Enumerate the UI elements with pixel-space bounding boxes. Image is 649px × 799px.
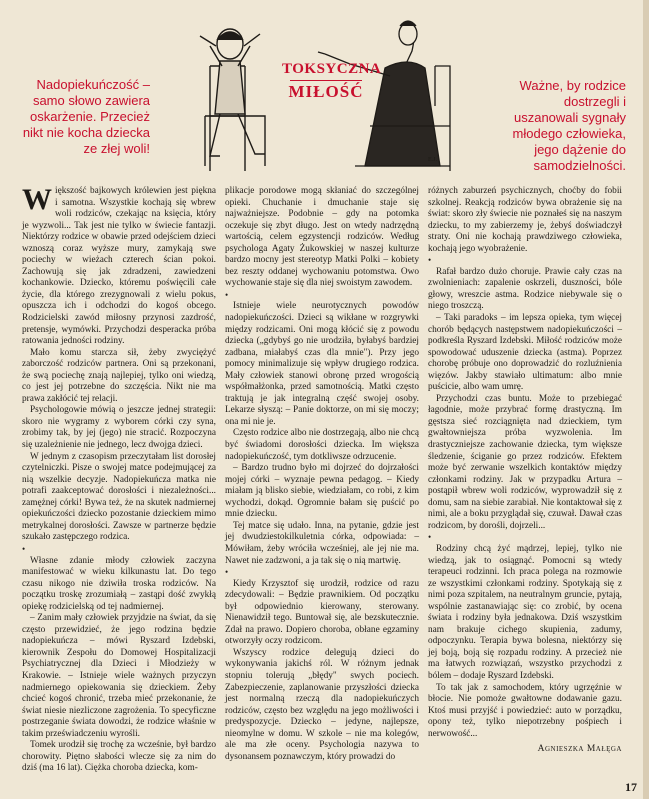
paragraph: – Zanim mały człowiek przyjdzie na świat, da się często przewidzieć, że jego rodzina będzie nadopiekuńcza – mówi Ryszard Izdebski, kierownik Zespołu do Domowej Hospitalizacji Psychiatrycznej dla Dzieci i Młodzieży w Krakowie. – Istnieje wiele ważnych przyczyn nadmiernego opiekowania się dzieckiem. Żeby chcieć kogoś chronić, trzeba mieć przekonanie, że świat niesie niezliczone zagrożenia. To specyficzne postrzeganie świata dowodzi, że rodzice właśnie w takim przeświadczeniu wyrośli.	[22, 613, 216, 739]
page-edge	[643, 0, 649, 799]
page-number: 17	[625, 780, 637, 794]
section-separator: •	[225, 289, 229, 300]
paragraph: Przychodzi czas buntu. Może to przebiegać łagodnie, może przybrać formę drastyczną. Im gęstsza sieć rozciągnięta nad dzieckiem, tym gwałtowniejsza próba wyzwolenia. Im drastyczniejsze zachowanie dziecka, tym większe śledzenie, ściganie go przez rodziców. Efektem może być zerwanie wszelkich kontaktów między członkami rodziny. Jak w przypadku Artura – postąpił wbrew woli rodziców, wyprowadził się z domu, sam na siebie zarabiał. Nie kontaktował się z nimi, ale a boku przyglądał się, czuwał. Dawał czas rodzicom, by dorośli, dojrzeli...	[428, 393, 622, 531]
drop-cap: W	[22, 183, 52, 216]
section-separator: •	[22, 543, 26, 554]
paragraph: Rafał bardzo dużo choruje. Prawie cały czas na zwolnieniach: zapalenie oskrzeli, duszności, bóle głowy, wreszcie astma. Rodzice niebywale się o niego troszczą.	[428, 266, 622, 312]
paragraph: Własne zdanie młody człowiek zaczyna manifestować w wieku kilkunastu lat. Do tego czasu nikogo nie dziwiła troska rodziców. Na początku troskę zrozumiałą – zastąpi dość zwykłą opiekę rodzicielską od tej nadmiernej.	[22, 555, 216, 612]
article-column-2	[225, 186, 419, 763]
paragraph: – Taki paradoks – im lepsza opieka, tym więcej chorób będących następstwem nadopiekuńczości – podkreśla Ryszard Izdebski. Miłość rodziców może spowodować uduszenie dziecka (astma). Poprzez chorobę próbuje ono doprowadzić do rozluźnienia więzów. Jakby stawiało ultimatum: albo mnie puścicie, albo wam umrę.	[428, 313, 622, 393]
paragraph: Często rodzice albo nie dostrzegają, albo nie chcą być świadomi dorosłości dziecka. Im większa nadopiekuńczość, tym dotkliwsze odrzucenie.	[225, 428, 419, 462]
paragraph: Rodziny chcą żyć mądrzej, lepiej, tylko nie wiedzą, jak to osiągnąć. Pomocni są wtedy terapeuci rodzinni. Ich praca polega na rozmowie ze wszystkimi członkami rodziny. Spotykają się z nimi poza szpitalem, na neutralnym gruncie, pytają, wspólnie zastanawiając się: co zrobić, by ocena świata i rodziny była jednakowa. Dziś wszystkim nam brakuje cichego skupienia, zadumy, odpoczynku. Terapia bywa bolesna, niektórzy się jej boją, boją się rozpadu rodziny. A przecież nie ma łatwych rozwiązań, wszystko przychodzi z bólem – dodaje Ryszard Izdebski.	[428, 543, 622, 681]
author-byline: Agnieszka Małęga	[537, 744, 622, 755]
article-column-3	[428, 186, 622, 756]
paragraph: Kiedy Krzysztof się urodził, rodzice od razu zdecydowali: – Będzie prawnikiem. Od początku był odpowiednio kierowany, sterowany. Nienawidził tego. Buntował się, ale bezskutecznie. Zdał na prawo. Dopiero choroba, obłane egzaminy otworzyły oczy rodzicom.	[225, 578, 419, 647]
section-separator: •	[428, 255, 432, 266]
paragraph: Większość bajkowych królewien jest piękna i samotna. Wszystkie kochają się wbrew woli rodziców, czekając na księcia, który je wyzwoli... Tak jest nie tylko w świecie fantazji. Niektórzy rodzice w obawie przed odejściem dzieci wznoszą coraz wyższe mury, zamykają swe pociechy w wieżach czterech ścian pokoi. Zachowują się jak zdradzeni, zawiedzeni kochankowie. Dziecko, któremu poświęcili całe życie, dla którego zrezygnowali z wielu pokus, opuszcza ich i odchodzi do kogoś obcego. Rodzicielski zawód miłosny przynosi zazdrość, pretensje, wymówki. Przychodzi desperacka próba ratowania jedności rodziny.	[22, 183, 216, 347]
paragraph: Tomek urodził się trochę za wcześnie, był bardzo chorowity. Piętno słabości wlecze się za nim do dziś (ma 16 lat). Ciężka choroba dziecka, kom-	[22, 740, 216, 774]
paragraph: różnych zaburzeń psychicznych, choćby do fobii szkolnej. Reakcją rodziców bywa obrażenie się na świat: skoro zły świecie nie poznałeś się na naszym dziecku, to my zabierzemy je, żebyś doświadczył straty. Oni nie kochają prawdziwego człowieka, kochają jego wyobrażenie.	[428, 186, 622, 254]
headline	[282, 60, 382, 101]
headline-line-2: MIŁOŚĆ	[288, 82, 364, 101]
paragraph: W jednym z czasopism przeczytałam list dorosłej czytelniczki. Pisze o swojej matce podejmującej za nią wszelkie decyzje. Nadopiekuńcza matka nie potrafi zaakceptować dorosłości i niezależności... zamężnej córki! Bywa też, że na skutek nadmiernej opiekuńczości dziecko pozostanie dzieckiem mimo metrykalnej dorosłości. Zawsze w partnerze będzie szukało zastępczego rodzica.	[22, 451, 216, 543]
paragraph: Wszyscy rodzice delegują dzieci do wykonywania jakichś ról. W różnym jednak stopniu tolerują „błędy" swych pociech. Zabezpieczenie, zaplanowanie przyszłości dziecka jest normalną rzeczą dla nadopiekuńczych rodziców, często bez względu na jego możliwości i predyspozycje. Dziecko – jedyne, najlepsze, nieomylne w domu. W szkole – nie ma kolegów, ale ma złe oceny. Psychologia nazywa to dysonansem poznawczym, który prowadzi do	[225, 647, 419, 762]
section-separator: •	[428, 532, 432, 543]
paragraph: Istnieje wiele neurotycznych powodów nadopiekuńczości. Dzieci są wikłane w rozgrywki między rodzicami. Oni mogą kłócić się z powodu dziecka („gdybyś go nie urodziła, byłabyś bardziej zadbana, miałabyś czas dla mnie"). Przy jego pomocy minimalizuje się wpływ drugiego rodzica. Mały człowiek stanowi obronę przed wrogością współmałżonka, przed samotnością. Matki często traktują je jak integralną część swojej osoby. Lekarze słyszą: – Panie doktorze, on mi się moczy; ona mi nie je.	[225, 301, 419, 427]
pull-quote-left: Nadopiekuńczość – samo słowo zawiera oskarżenie. Przecież nikt nie kocha dziecka ze złej woli!	[22, 77, 150, 156]
article-column-1	[22, 183, 216, 775]
paragraph: To tak jak z samochodem, który ugrzęźnie w błocie. Nie pomoże gwałtowne dodawanie gazu. Ktoś musi przyjść i powiedzieć: auto w porządku, opony też, tylko niepotrzebny pośpiech i nerwowość...	[428, 682, 622, 739]
paragraph: Tej matce się udało. Inna, na pytanie, gdzie jest jej dwudziestokilkuletnia córka, odpowiada: – Mówiłam, żeby wróciła wcześniej, ale jej nie ma. Nawet nie zadzwoni, a ja tak się o nią martwię.	[225, 520, 419, 566]
headline-line-1: TOKSYCZNA	[282, 61, 382, 77]
boy-figure	[200, 29, 265, 171]
pull-quote-right: Ważne, by rodzice dostrzegli i uszanowali sygnały młodego człowieka, jego dążenie do samodzielności.	[512, 78, 626, 173]
section-separator: •	[225, 567, 229, 578]
paragraph: plikacje porodowe mogą skłaniać do szczególnej opieki. Chuchanie i dmuchanie staje się najważniejsze. Podobnie – gdy na potomka oczekuje się zbyt długo. Jest on wtedy nadrzędną wartością, celem egzystencji rodziców. Według psychologa Agaty Żukowskiej w naszej kulturze bardzo mocny jest stereotyp Matki Polki – kobiety bez reszty oddanej wychowaniu potomstwa. Owo wychowanie staje się dla niej swoistym zawodem.	[225, 186, 419, 289]
artist-signature: E.J.	[428, 157, 437, 163]
paragraph: Psychologowie mówią o jeszcze jednej strategii: skoro nie wygramy z wyborem córki czy syna, zrobimy tak, by jej (jego) nie stracić. Rozpoczyna się uzależnienie nie jednego, lecz dwojga dzieci.	[22, 405, 216, 451]
headline-rule	[290, 80, 362, 81]
paragraph: – Bardzo trudno było mi dojrzeć do dojrzałości mojej córki – wyznaje pewna pedagog. – Kiedy miałam ją blisko siebie, wiedziałam, co robi, z kim wychodzi, dokąd. Ogromnie bałam się puścić po mnie dziecku.	[225, 463, 419, 520]
paragraph: Mało komu starcza sił, żeby zwyciężyć zaborczość rodziców partnera. Oni są przekonani, że swą pociechę znają najlepiej, tylko oni wiedzą, co jest jej potrzebne do szczęścia. Nikt nie ma prawa zakłócić tej relacji.	[22, 347, 216, 404]
